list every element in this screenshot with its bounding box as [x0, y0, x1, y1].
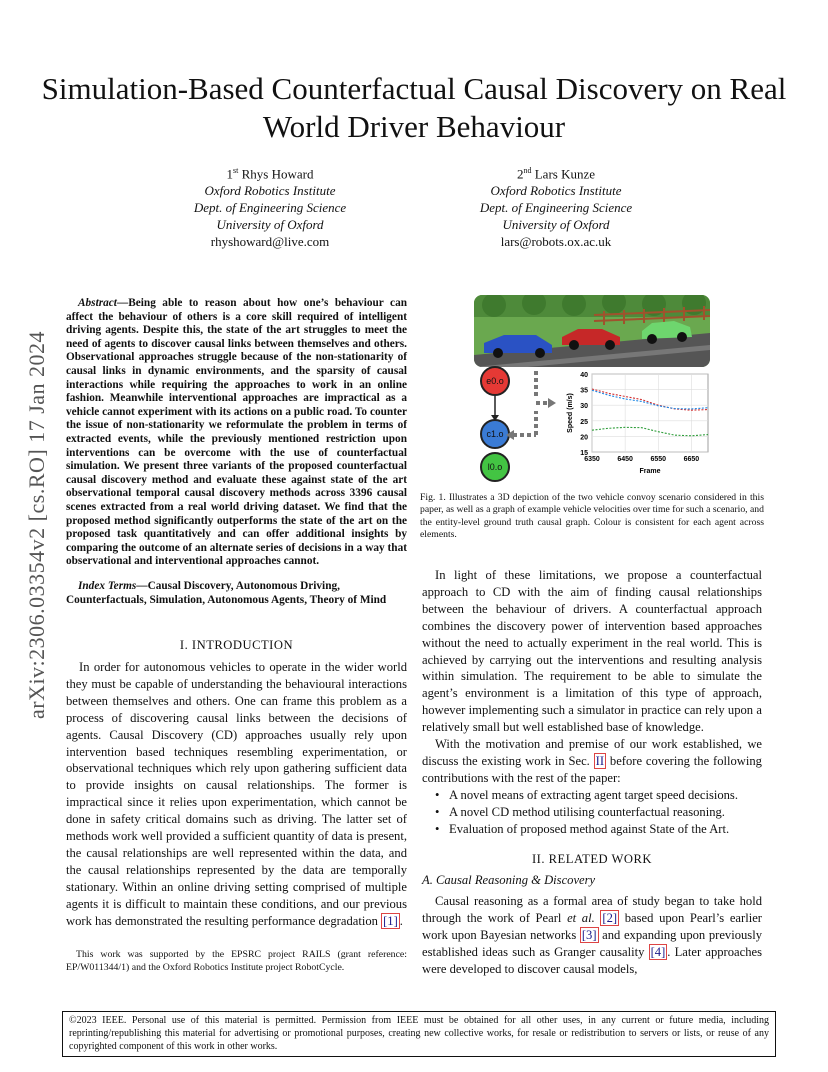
- author-block-1: [150, 162, 390, 250]
- causal-arrows: [478, 363, 558, 478]
- author-name-1: 1st Rhys Howard: [226, 166, 314, 182]
- author-email-1: rhyshoward@live.com: [210, 234, 330, 250]
- subsection-heading: A. Causal Reasoning & Discovery: [422, 873, 596, 887]
- causal-graph: [478, 363, 558, 478]
- x-axis-label: Frame: [639, 468, 661, 475]
- abstract: [66, 297, 407, 569]
- footnote: [66, 949, 407, 974]
- author-block-2: [436, 162, 676, 250]
- plot-area: [592, 374, 708, 452]
- intro-paragraph: In order for autonomous vehicles to operate in the wider world they must be capable of understanding the behavioural interactions between themselves and others. One can frame this problem as a process of discovering causal links between the decisions of agents. Causal Discovery (CD) approaches usually rely upon intervention based techniques resembling experimentation, or observational techniques which rely upon gathering sufficient data to provide insights on causal relationships. The former is impractical since it relies upon experimentation, which cannot be done in safety critical domains such as driving. The latter set of methods work well provided a sufficient quantity of data is present, the causal relationships are well represented within the data, and the causal relationships represented by the data are temporally stationary. Within an online driving setting comprised of multiple agents it is difficult to maintain these conditions, and our previous work has demonstrated the resulting performance degradation [1] .: [66, 660, 407, 928]
- introduction-body: [66, 659, 407, 930]
- index-terms-lead: Index Terms: [78, 580, 137, 592]
- agent-node-e0: e0.o: [480, 366, 510, 396]
- x-tick-label: 6350: [584, 456, 600, 463]
- arxiv-sidebar: [22, 290, 52, 760]
- section-link[interactable]: II: [595, 753, 605, 768]
- citation-link[interactable]: [2]: [602, 910, 618, 925]
- citation-link[interactable]: [3]: [581, 927, 597, 942]
- index-terms: [66, 580, 407, 607]
- y-tick-label: 15: [580, 450, 588, 457]
- author-univ-1: University of Oxford: [216, 217, 324, 233]
- x-tick-label: 6550: [650, 456, 667, 463]
- abstract-text: —Being able to reason about how one’s behaviour can affect the behaviour of others is a core skill required of intelligent driving agents. Despite this, the state of the art struggles to meet the need of agents to discover causal links between themselves and others. Observational approaches struggle because of the non-stationarity of causal links in dynamic environments, and the sparsity of causal interactions while requiring the approaches to work in an online fashion. Meanwhile interventional approaches are impractical as a vehicle cannot experiment with its actions on a public road. To counter the issue of non-stationarity we reformulate the problem in terms of extracted events, while the previously mentioned restriction upon interventions can be overcome with the use of counterfactual simulation. We present three variants of the proposed counterfactual causal discovery method and evaluate these against state of the art observational temporal causal discovery methods across 3396 causal scenes extracted from a real world driving dataset. We find that the proposed method significantly outperforms the state of the art on the proposed task quantitatively and can offer additional insights by comparing the outcome of an alternate series of decisions in a way that observational and interventional approaches cannot.: [66, 297, 407, 568]
- y-tick-label: 25: [580, 418, 588, 426]
- x-tick-label: 6650: [683, 456, 700, 463]
- contributions-list: [422, 787, 762, 838]
- citation-link[interactable]: [1]: [383, 913, 398, 928]
- intro-paragraph-2: In light of these limitations, we propose a counterfactual approach to CD with the aim of finding causal relationships between the behaviour of drivers. A counterfactual approach combines the discovery power of intervention based approaches without the need to actually experiment in the real world. This is achieved by carrying out the interventions and resulting analysis within simulation. The requirement to be able to simulate the agent’s environment is a limitation of this type of approach, however implementing such a simulator in practice can rely upon a relatively small but well established base of knowledge.: [422, 568, 762, 735]
- figure-3d-scene: [474, 295, 710, 367]
- speed-chart: [560, 366, 720, 482]
- list-item: • Evaluation of proposed method against State of the Art.: [449, 821, 762, 838]
- author-dept-2: Dept. of Engineering Science: [479, 200, 633, 216]
- list-item: • A novel means of extracting agent target speed decisions.: [449, 787, 762, 804]
- paper-title: Simulation-Based Counterfactual Causal Discovery on Real World Driver Behaviour: [41, 71, 787, 144]
- y-tick-label: 30: [580, 403, 588, 411]
- section-heading-related-work: II. RELATED WORK: [531, 852, 653, 866]
- author-dept-1: Dept. of Engineering Science: [193, 200, 347, 216]
- index-terms-text: —Causal Discovery, Autonomous Driving, Counterfactuals, Simulation, Autonomous Agents, Theory of Mind: [66, 580, 387, 606]
- intro-paragraph-3: With the motivation and premise of our work established, we discuss the existing work in Sec. II before covering the following contributions with the rest of the paper:: [422, 737, 762, 785]
- author-univ-2: University of Oxford: [502, 217, 610, 233]
- figure-caption: Fig. 1. Illustrates a 3D depiction of the two vehicle convoy scenario considered in this paper, as well as a graph of example vehicle velocities over time for such a scenario, and the entity-level ground truth causal graph. Colour is consistent for each agent across elements.: [420, 492, 764, 540]
- author-name-2: 2nd Lars Kunze: [516, 166, 596, 182]
- abstract-lead: Abstract: [78, 297, 117, 309]
- agent-node-c1: c1.o: [480, 419, 510, 449]
- author-inst-1: Oxford Robotics Institute: [204, 183, 336, 199]
- y-tick-label: 40: [580, 372, 588, 379]
- y-tick-label: 20: [580, 434, 588, 442]
- citation-link[interactable]: [4]: [650, 944, 666, 959]
- list-item: • A novel CD method utilising counterfactual reasoning.: [449, 804, 762, 821]
- author-email-2: lars@robots.ox.ac.uk: [500, 234, 612, 250]
- agent-node-l0: l0.o: [480, 452, 510, 482]
- intro-continued: [422, 567, 762, 838]
- section-heading-introduction: I. INTRODUCTION: [179, 638, 294, 652]
- x-tick-label: 6450: [617, 456, 633, 463]
- related-work-paragraph: Causal reasoning as a formal area of study began to take hold through the work of Pearl et al. [2] based upon Pearl’s earlier work upon Bayesian networks [3] and expanding upon previously established ideas such as Granger causality [4] . Later approaches were developed to discover causal models,: [422, 894, 762, 976]
- scene-illustration: [474, 295, 710, 367]
- related-work-body: [422, 893, 762, 978]
- y-tick-label: 35: [580, 387, 588, 395]
- y-axis-label: Speed (m/s): [567, 393, 574, 433]
- arxiv-id: arXiv:2306.03354v2 [cs.RO] 17 Jan 2024: [24, 330, 49, 720]
- author-inst-2: Oxford Robotics Institute: [490, 183, 622, 199]
- copyright-notice: ©2023 IEEE. Personal use of this material is permitted. Permission from IEEE must be obtained for all other uses, in any current or future media, including reprinting/republishing this material for advertising or promotional purposes, creating new collective works, for resale or redistribution to servers or lists, or reuse of any copyrighted component of this work in other works.: [62, 1011, 776, 1057]
- footnote-text: This work was supported by the EPSRC project RAILS (grant reference: EP/W011344/1) and the Oxford Robotics Institute project RobotCycle.: [66, 949, 407, 973]
